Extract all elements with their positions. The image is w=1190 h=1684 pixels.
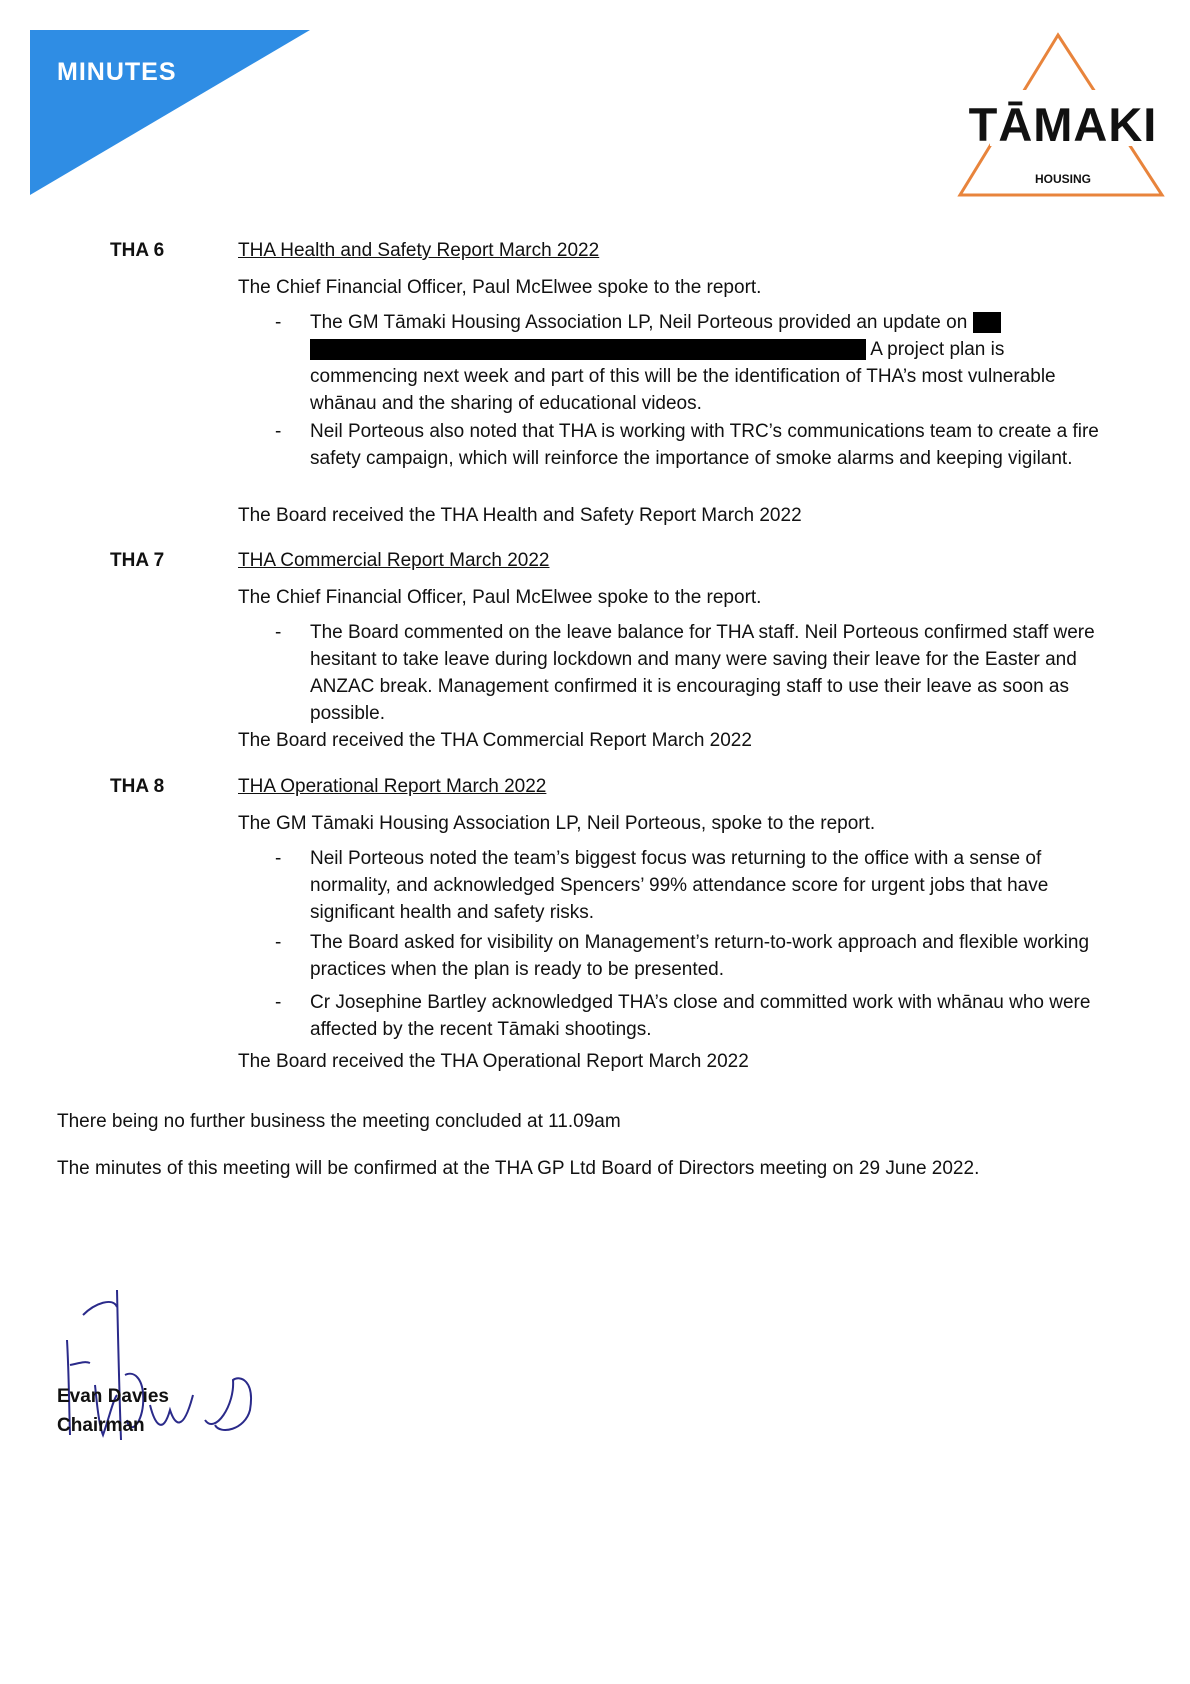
item-outro: The Board received the THA Health and Safety Report March 2022 [238,505,802,526]
item-code: THA 6 [110,240,165,261]
closing-statement: There being no further business the meeting concluded at 11.09am [57,1111,621,1132]
logo-subtitle: HOUSING [1034,172,1091,186]
bullet-text: The Board commented on the leave balance for THA staff. Neil Porteous confirmed staff were hesitant to take leave during lockdown and many were saving their leave for the Easter and ANZAC break. Management confirmed it is encouraging staff to use their leave as soon as possible. [310,622,1095,724]
bullet-text: Neil Porteous also noted that THA is working with TRC’s communications team to create a fire safety campaign, which will reinforce the importance of smoke alarms and keeping vigilant. [310,421,1099,469]
item-title: THA Health and Safety Report March 2022 [238,240,600,261]
bullet-line: A project plan is [870,339,1005,360]
bullet-text: commencing next week and part of this will be the identification of THA’s most vulnerable whānau and the sharing of educational videos. [310,366,1056,414]
redaction-block [310,339,866,360]
item-intro: The Chief Financial Officer, Paul McElwee spoke to the report. [238,277,762,298]
item-title: THA Commercial Report March 2022 [238,550,550,571]
item-code: THA 8 [110,776,165,797]
item-title: THA Operational Report March 2022 [238,776,547,797]
confirmation-statement: The minutes of this meeting will be confirmed at the THA GP Ltd Board of Directors meeting on 29 June 2022. [57,1158,980,1179]
bullet-text: The Board asked for visibility on Management’s return-to-work approach and flexible working practices when the plan is ready to be presented. [310,932,1090,980]
signatory-role: Chairman [57,1415,145,1436]
item-intro: The Chief Financial Officer, Paul McElwee spoke to the report. [238,587,762,608]
minutes-banner [30,30,310,195]
item-outro: The Board received the THA Operational Report March 2022 [238,1051,749,1072]
logo-name: TĀMAKI [968,98,1158,151]
item-outro: The Board received the THA Commercial Report March 2022 [238,730,752,751]
bullet-line: The GM Tāmaki Housing Association LP, Neil Porteous provided an update on [310,312,968,333]
item-code: THA 7 [110,550,165,571]
item-intro: The GM Tāmaki Housing Association LP, Neil Porteous, spoke to the report. [238,813,876,834]
redaction-block [973,312,1001,333]
banner-label: MINUTES [57,58,177,86]
signatory-name: Evan Davies [57,1386,169,1407]
bullet-text: Neil Porteous noted the team’s biggest focus was returning to the office with a sense of normality, and acknowledged Spencers’ 99% attendance score for urgent jobs that have significant health and safety risks. [310,848,1049,923]
bullet-text: Cr Josephine Bartley acknowledged THA’s close and committed work with whānau who were affected by the recent Tāmaki shootings. [310,992,1091,1040]
